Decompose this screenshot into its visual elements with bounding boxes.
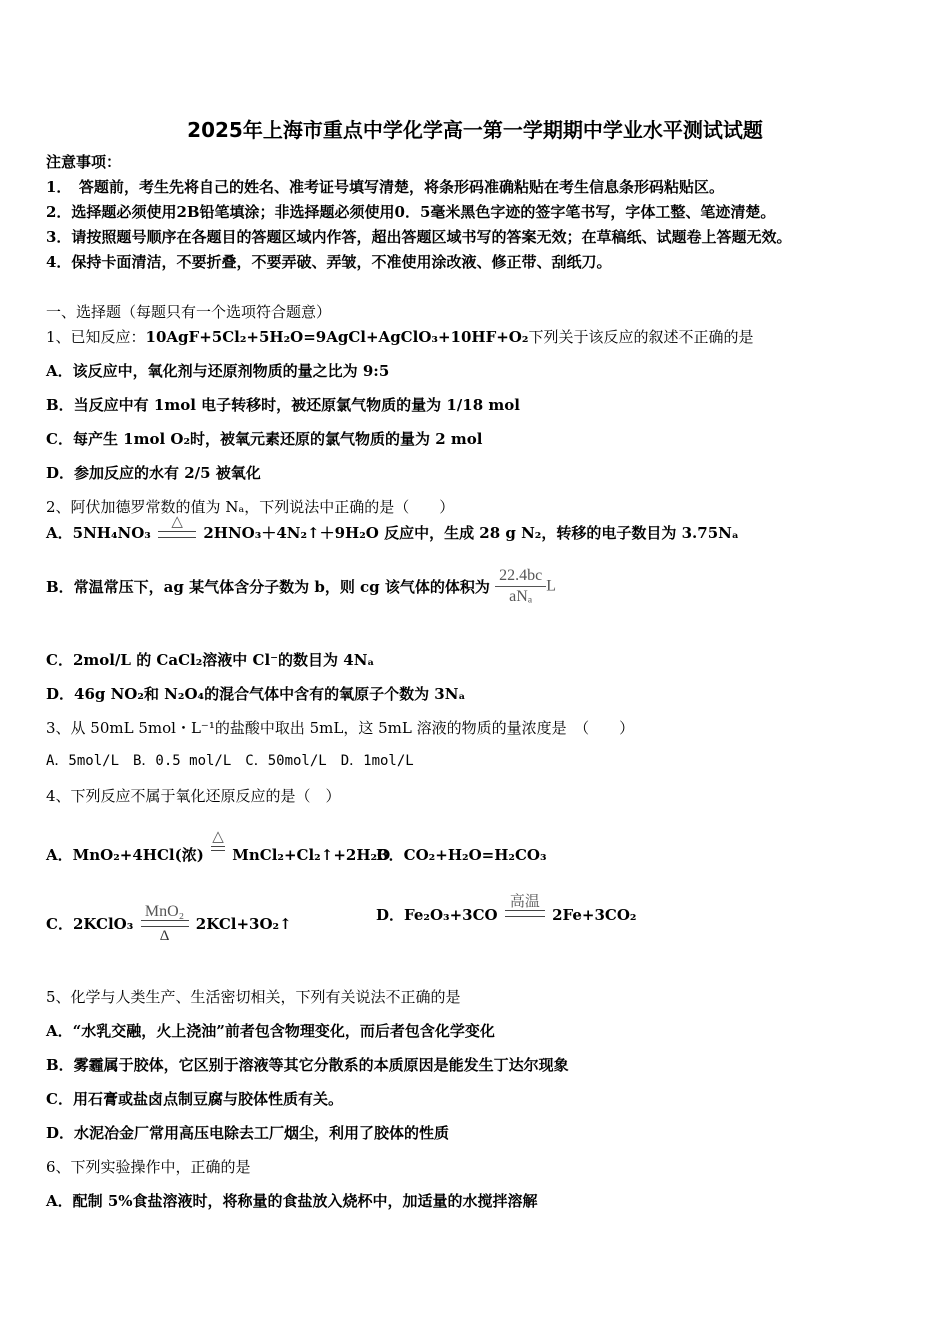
notice-item-4: 4．保持卡面清洁，不要折叠，不要弄破、弄皱，不准使用涂改液、修正带、刮纸刀。 [46,253,612,271]
question-5-stem: 5、化学与人类生产、生活密切相关，下列有关说法不正确的是 [46,988,461,1006]
question-6-stem: 6、下列实验操作中，正确的是 [46,1158,251,1176]
question-5-option-b: B．雾霾属于胶体，它区别于溶液等其它分散系的本质原因是能发生丁达尔现象 [46,1056,569,1074]
high-temperature-label: 高温 [509,892,540,910]
heat-icon: △ [212,829,224,845]
notice-item-1: 1． 答题前，考生先将自己的姓名、准考证号填写清楚，将条形码准确粘贴在考生信息条形码粘贴区。 [46,178,724,196]
page-title: 2025年上海市重点中学化学高一第一学期期中学业水平测试试题 [187,118,763,142]
question-2-a-right: 2HNO₃＋4N₂↑＋9H₂O 反应中，生成 28 g N₂，转移的电子数目为 3.75Nₐ [203,524,739,542]
question-5-option-a: A．“水乳交融，火上浇油”前者包含物理变化，而后者包含化学变化 [46,1022,495,1040]
question-1-suffix: 下列关于该反应的叙述不正确的是 [528,328,754,346]
question-2-stem: 2、阿伏加德罗常数的值为 Nₐ，下列说法中正确的是（ ） [46,498,455,516]
question-2-option-a [46,514,739,558]
equals-bars [158,531,196,538]
high-temperature-arrow [505,893,545,917]
question-2-option-b [46,566,556,616]
fraction-denominator: aNₐ [509,588,533,605]
question-4-option-b: B．CO₂+H₂O=H₂CO₃ [376,846,547,864]
question-2-option-c: C．2mol/L 的 CaCl₂溶液中 Cl⁻的数目为 4Nₐ [46,651,375,669]
heat-icon: Δ [159,928,170,944]
question-1-option-d: D．参加反应的水有 2/5 被氧化 [46,464,261,482]
heat-condition-arrow [158,514,196,538]
question-2-b-text: B．常温常压下，ag 某气体含分子数为 b，则 cg 该气体的体积为 [46,577,490,596]
notice-item-2: 2．选择题必须使用2B铅笔填涂；非选择题必须使用0．5毫米黑色字迹的签字笔书写，字体工整、笔迹清楚。 [46,203,776,221]
question-2-option-d: D．46g NO₂和 N₂O₄的混合气体中含有的氧原子个数为 3Nₐ [46,685,466,703]
equals-bars [505,910,545,917]
question-5-option-c: C．用石膏或盐卤点制豆腐与胶体性质有关。 [46,1090,343,1108]
question-4-d-right: 2Fe+3CO₂ [552,906,637,924]
question-4-a-right: MnCl₂+Cl₂↑+2H₂O [232,846,391,864]
question-6-option-a: A．配制 5%食盐溶液时，将称量的食盐放入烧杯中，加适量的水搅拌溶解 [46,1192,538,1210]
question-4-c-left: C．2KClO₃ [46,915,134,933]
question-1-prefix: 1、已知反应： [46,328,146,346]
question-4-stem: 4、下列反应不属于氧化还原反应的是（ ） [46,787,341,805]
heat-icon: △ [171,514,183,530]
catalyst-condition-arrow [141,903,189,945]
question-4-a-left: A．MnO₂+4HCl(浓) [46,846,204,864]
catalyst-label: MnO₂ [144,903,185,920]
question-3-options: A．5mol/L B．0.5 mol/L C．50mol/L D．1mol/L [46,753,414,769]
fraction-numerator: 22.4bc [495,566,546,587]
question-1-option-a: A．该反应中，氧化剂与还原剂物质的量之比为 9:5 [46,362,390,380]
question-4-d-left: D．Fe₂O₃+3CO [376,906,498,924]
question-1-stem [46,327,753,347]
notice-heading: 注意事项： [46,153,122,171]
notice-item-3: 3．请按照题号顺序在各题目的答题区域内作答，超出答题区域书写的答案无效；在草稿纸、试题卷上答题无效。 [46,228,792,246]
question-1-option-c: C．每产生 1mol O₂时，被氧元素还原的氯气物质的量为 2 mol [46,430,483,448]
question-3-stem: 3、从 50mL 5mol・L⁻¹的盐酸中取出 5mL，这 5mL 溶液的物质的量浓度是 （ ） [46,719,635,737]
volume-fraction [495,566,546,607]
question-4-c-right: 2KCl+3O₂↑ [195,915,292,933]
equals-bars [211,846,225,851]
question-1-option-b: B．当反应中有 1mol 电子转移时，被还原氯气物质的量为 1/18 mol [46,396,520,414]
question-4-option-c [46,903,292,959]
question-2-a-left: A．5NH₄NO₃ [46,524,151,542]
question-4-option-d [376,892,637,959]
heat-condition-arrow [211,829,225,851]
question-1-equation: 10AgF+5Cl₂+5H₂O=9AgCl+AgClO₃+10HF+O₂ [145,328,529,346]
question-5-option-d: D．水泥冶金厂常用高压电除去工厂烟尘，利用了胶体的性质 [46,1124,450,1142]
volume-unit: L [546,577,557,595]
equals-bars [141,920,189,927]
section-heading: 一、选择题（每题只有一个选项符合题意） [46,303,332,321]
